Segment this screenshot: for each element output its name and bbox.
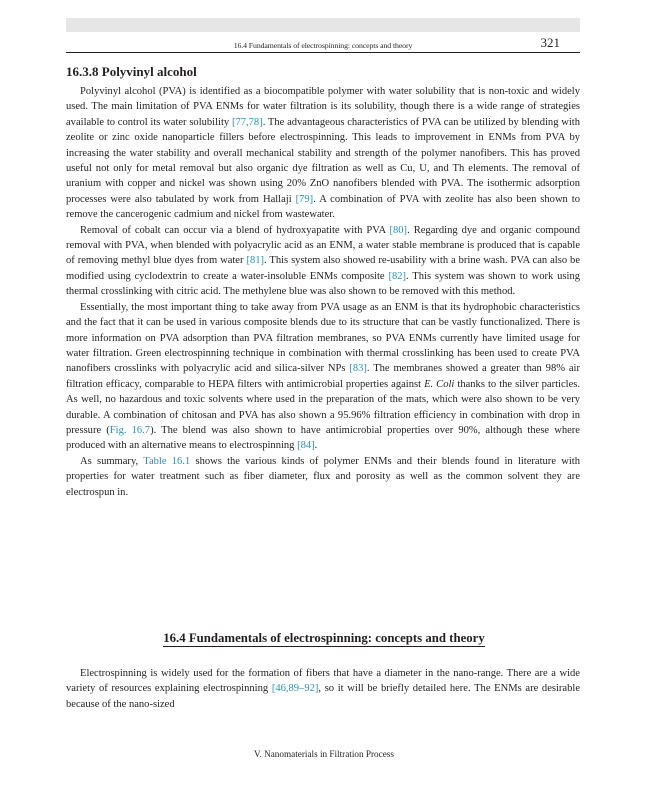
section-title (0, 631, 648, 646)
text-run: Removal of cobalt can occur via a blend of hydroxyapatite with PVA (80, 224, 390, 236)
text-run: . (314, 440, 318, 452)
body-text (66, 84, 580, 500)
text-run: ). The blend was also shown to have antimicrobial properties over 90%, although these where produced with an alternative means to electrospinning (66, 424, 580, 452)
text-run: Electrospinning is widely used for the formation of fibers that have a diameter in the nano-range. There are a wide variety of resources explaining electrospinning (66, 668, 580, 695)
text-run: . This system was shown to work using thermal crosslinking with citric acid. The methylene blue was also shown to be removed with this method. (66, 270, 581, 298)
section-heading: 16.3.8 Polyvinyl alcohol (66, 64, 197, 79)
figure-link[interactable]: Fig. 16.7 (109, 424, 151, 436)
body-text-2 (66, 666, 580, 712)
page-footer: V. Nanomaterials in Filtration Process (254, 749, 394, 759)
citation-link[interactable]: [79] (295, 193, 314, 205)
running-head: 16.4 Fundamentals of electrospinning: concepts and theory (233, 41, 413, 50)
paragraph-4 (66, 454, 580, 500)
text-run: . Regarding dye and organic compound removal with PVA, when blended with polyacrylic acid as an ENM, a water stable membrane is produced that is capable of removing methyl blue dyes from water (66, 224, 580, 267)
paragraph-5 (66, 666, 580, 712)
text-run: Polyvinyl alcohol (PVA) is identified as a biocompatible polymer with water solubility that is non-toxic and widely used. The main limitation of PVA ENMs for water filtration is its solubility, though there is a wide range of strategies available to control its water solubility (66, 86, 580, 128)
text-run: . A combination of PVA with zeolite has also been shown to remove the cancerogenic cadmium and nickel from wastewater. (66, 193, 580, 221)
paragraph-3 (66, 300, 580, 454)
section-title-text: 16.4 Fundamentals of electrospinning: concepts and theory (163, 631, 485, 645)
text-run: shows the various kinds of polymer ENMs and their blends found in literature with properties for water treatment such as fiber diameter, flux and porosity as well as the common solvent they are electrospun in. (66, 455, 581, 498)
text-run: . This system also showed re-usability with a brine wash. PVA can also be modified using cyclodextrin to create a water-insoluble ENMs composite (66, 255, 581, 282)
text-run: As summary, (80, 455, 144, 467)
citation-link[interactable]: [83] (349, 363, 367, 375)
text-run: Essentially, the most important thing to take away from PVA usage as an ENM is that its hydrophobic characteristics and the fact that it can be used in various composite blends due to its structure that can be vastly functionalized. There is more information on PVA adsorption than PVA filtration membranes, so PVA ENMs currently have limited usage for water filtration. Green electrospinning technique in combination with thermal crosslinking has been used to create PVA nanofibers crosslinks with polyacrylic acid and silica-silver NPs (66, 301, 580, 375)
text-run: thanks to the silver particles. As well, no hazardous and toxic solvents where used in the preparation of the mats, which were also shown to be very durable. A combination of chitosan and PVA has also shown a 95.96% filtration efficiency in combination with drop in pressure ( (66, 378, 580, 436)
citation-link[interactable]: [46,89–92] (271, 683, 319, 695)
paragraph-1 (66, 84, 580, 223)
text-run: . The membranes showed a greater than 98% air filtration efficacy, comparable to HEPA filters with antimicrobial properties against (66, 363, 580, 390)
species-name: E. Coli (424, 378, 455, 390)
table-link[interactable]: Table 16.1 (143, 455, 191, 467)
citation-link[interactable]: [80] (389, 224, 408, 236)
citation-link[interactable]: [84] (297, 440, 315, 452)
citation-link[interactable]: [81] (246, 255, 265, 267)
text-run: . The advantageous characteristics of PVA can be utilized by blending with zeolite or zinc oxide nanoparticle fillers before electrospinning. This leads to improvement in ENMs from PVA by increasing the water stability and overall mechanical stability and strength of the polymer nanofibers. This has proved useful not only for metal removal but also organic dye filtration as well as Cu, U, and Th elements. The removal of uranium with copper and nickel was shown using 20% ZnO nanofibers blended with PVA. The isothermic adsorption processes were also tabulated by work from Hallaji (66, 116, 580, 205)
paragraph-2 (66, 223, 580, 300)
page-header (66, 34, 580, 53)
top-gray-band (66, 18, 580, 32)
page-number: 321 (540, 35, 560, 50)
citation-link[interactable]: [82] (388, 270, 407, 282)
citation-link[interactable]: [77,78] (231, 116, 263, 128)
text-run: , so it will be briefly detailed here. The ENMs are desirable because of the nano-sized (66, 683, 580, 710)
